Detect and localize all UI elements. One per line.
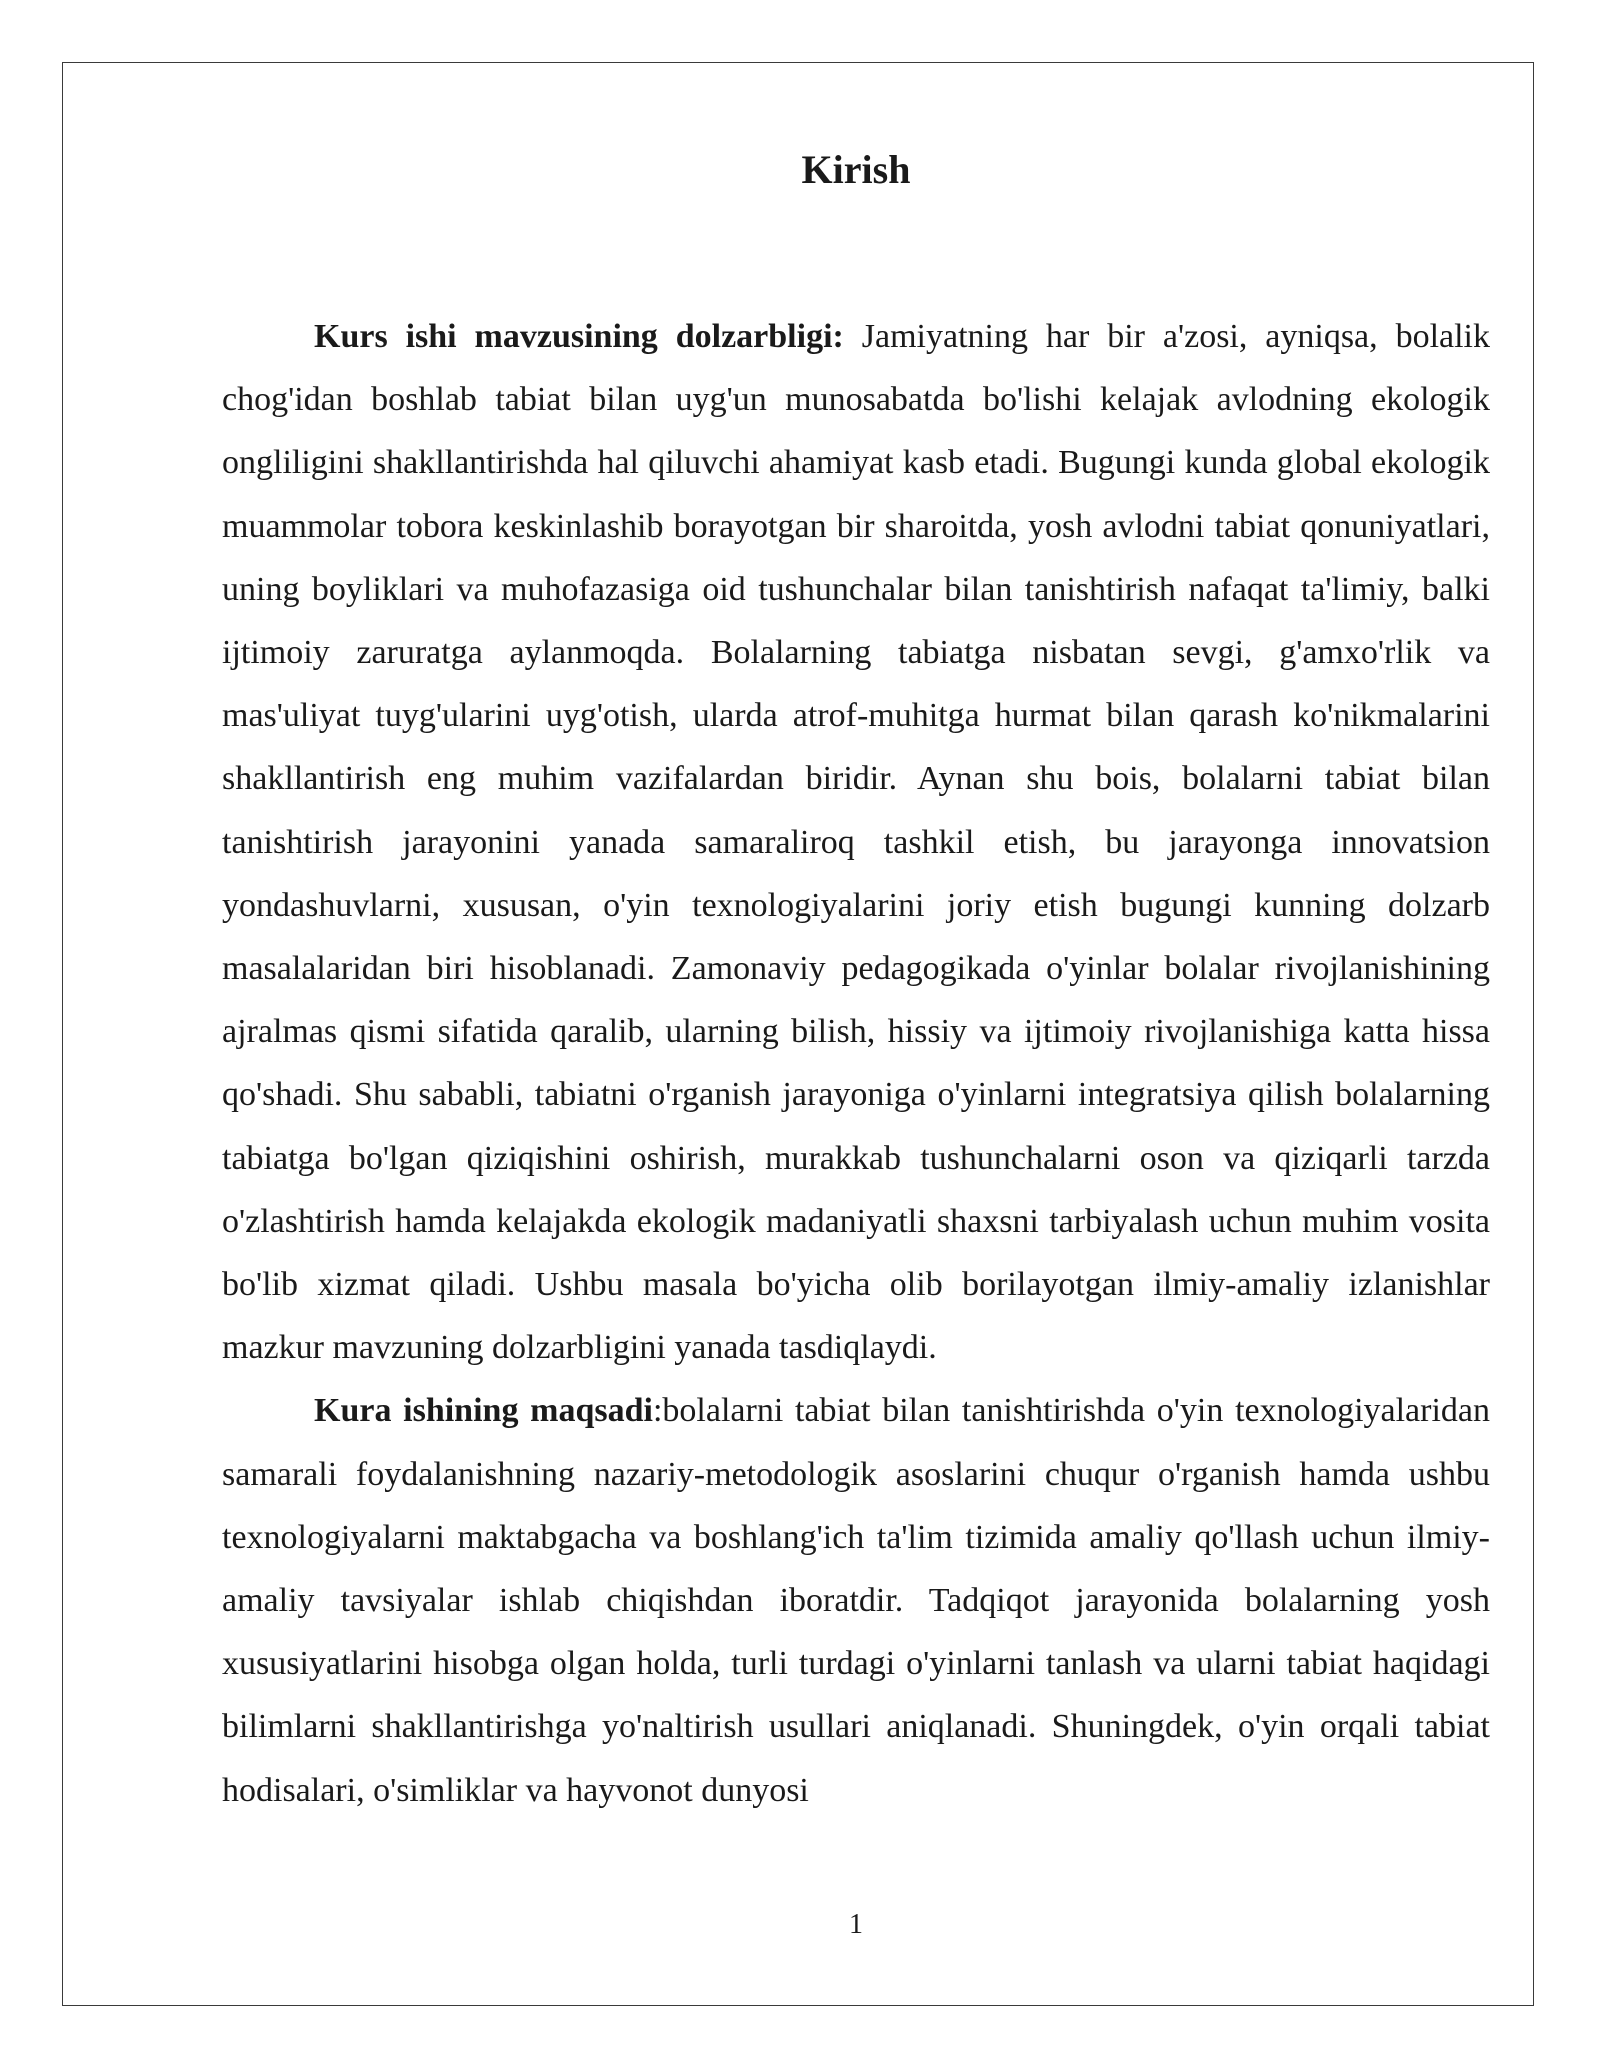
paragraph-lead: Kura ishining maqsadi [314, 1392, 653, 1430]
page-title: Kirish [801, 147, 911, 192]
paragraph-text: Jamiyatning har bir a'zosi, ayniqsa, bolalik chog'idan boshlab tabiat bilan uyg'un munosabatda bo'lishi kelajak avlodning ekologik ongliligini shakllantirishda hal qiluvchi ahamiyat kasb etadi. Bugungi kunda global ekologik muammolar tobora keskinlashib borayotgan bir sharoitda, yosh avlodni tabiat qonuniyatlari, uning boyliklari va muhofazasiga oid tushunchalar bilan tanishtirish nafaqat ta'limiy, balki ijtimoiy zaruratga aylanmoqda. Bolalarning tabiatga nisbatan sevgi, g'amxo'rlik va mas'uliyat tuyg'ularini uyg'otish, ularda atrof-muhitga hurmat bilan qarash ko'nikmalarini shakllantirish eng muhim vazifalardan biridir. Aynan shu bois, bolalarni tabiat bilan tanishtirish jarayonini yanada samaraliroq tashkil etish, bu jarayonga innovatsion yondashuvlarni, xususan, o'yin texnologiyalarini joriy etish bugungi kunning dolzarb masalalaridan biri hisoblanadi. Zamonaviy pedagogikada o'yinlar bolalar rivojlanishining ajralmas qismi sifatida qaralib, ularning bilish, hissiy va ijtimoiy rivojlanishiga katta hissa qo'shadi. Shu sababli, tabiatni o'rganish jarayoniga o'yinlarni integratsiya qilish bolalarning tabiatga bo'lgan qiziqishini oshirish, murakkab tushunchalarni oson va qiziqarli tarzda o'zlashtirish hamda kelajakda ekologik madaniyatli shaxsni tarbiyalash uchun muhim vosita bo'lib xizmat qiladi. Ushbu masala bo'yicha olib borilayotgan ilmiy-amaliy izlanishlar mazkur mavzuning dolzarbligini yanada tasdiqlaydi. [222, 318, 1490, 1367]
page-number: 1 [849, 1909, 863, 1940]
paragraph-goal [222, 1379, 1490, 1821]
paragraph-text: :bolalarni tabiat bilan tanishtirishda o'yin texnologiyalaridan samarali foydalanishning nazariy-metodologik asoslarini chuqur o'rganish hamda ushbu texnologiyalarni maktabgacha va boshlang'ich ta'lim tizimida amaliy qo'llash uchun ilmiy-amaliy tavsiyalar ishlab chiqishdan iboratdir. Tadqiqot jarayonida bolalarning yosh xususiyatlarini hisobga olgan holda, turli turdagi o'yinlarni tanlash va ularni tabiat haqidagi bilimlarni shakllantirishga yo'naltirish usullari aniqlanadi. Shuningdek, o'yin orqali tabiat hodisalari, o'simliklar va hayvonot dunyosi [222, 1392, 1491, 1809]
paragraph-relevance [222, 305, 1490, 1379]
document-body [222, 305, 1490, 1822]
paragraph-lead: Kurs ishi mavzusining dolzarbligi: [314, 318, 844, 355]
